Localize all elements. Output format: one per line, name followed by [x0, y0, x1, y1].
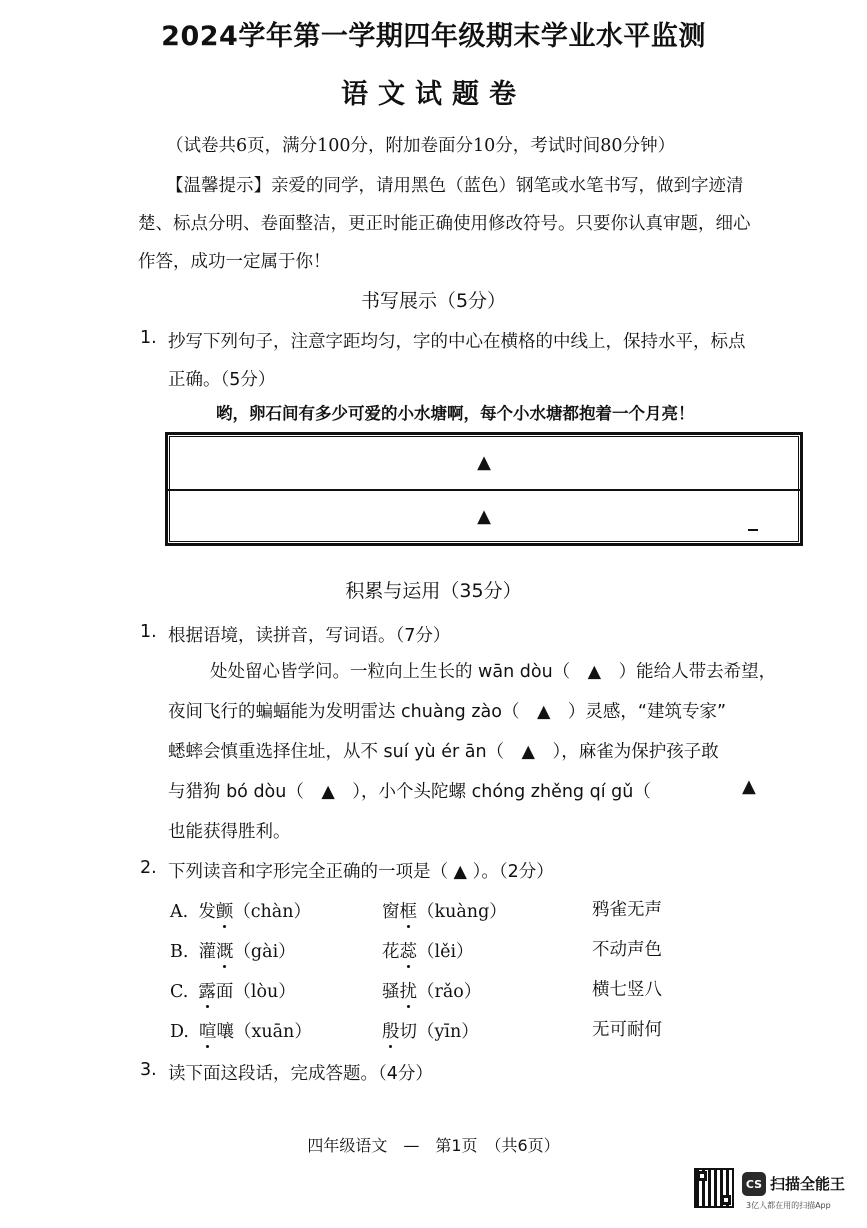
scanner-brand: 扫描全能王 — [770, 1175, 846, 1193]
tip-line-2: 楚、标点分明、卷面整洁，更正时能正确使用修改符号。只要你认真审题，细心 — [138, 214, 751, 234]
option-d-word-2: 殷切（yīn） — [382, 1022, 479, 1042]
question-number: 2. — [140, 858, 157, 878]
writing-grid[interactable] — [165, 432, 803, 546]
question-number: 3. — [140, 1060, 157, 1080]
option-a: A. 发颤（chàn） — [170, 902, 311, 922]
question-number: 1. — [140, 622, 157, 642]
pinyin-passage-line-4: 与猎狗 bó dòu（ ▲ ），小个头陀螺 chóng zhěng qí gǔ（ — [168, 782, 651, 802]
stray-dash-mark — [748, 529, 758, 531]
option-b-word-2: 花蕊（lěi） — [382, 942, 474, 962]
copy-instruction-line-1: 抄写下列句子，注意字距均匀，字的中心在横格的中线上，保持水平，标点 — [168, 332, 746, 352]
exam-info: （试卷共6页，满分100分，附加卷面分10分，考试时间80分钟） — [166, 136, 676, 156]
question-number: 1. — [140, 328, 157, 348]
option-d: D. 喧嚷（xuān） — [170, 1022, 312, 1042]
option-b: B. 灌溉（gài） — [170, 942, 296, 962]
option-c-idiom: 横七竖八 — [592, 980, 662, 1000]
reading-question-title: 下列读音和字形完全正确的一项是（ ▲ ）。（2分） — [168, 862, 554, 882]
section-accumulation-heading: 积累与运用（35分） — [345, 580, 522, 602]
writing-line-1[interactable] — [168, 435, 800, 491]
copy-sentence: 哟，卵石间有多少可爱的小水塘啊，每个小水塘都抱着一个月亮！ — [216, 404, 695, 423]
qr-code-icon — [694, 1168, 734, 1208]
answer-triangle-mark: ▲ — [477, 505, 491, 527]
option-a-idiom: 鸦雀无声 — [592, 900, 662, 920]
pinyin-passage-line-2: 夜间飞行的蝙蝠能为发明雷达 chuàng zào（ ▲ ）灵感，“建筑专家” — [168, 702, 727, 722]
pinyin-passage-line-5: 也能获得胜利。 — [168, 822, 291, 842]
option-c: C. 露面（lòu） — [170, 982, 296, 1002]
section-writing-heading: 书写展示（5分） — [360, 290, 507, 312]
option-a-word-2: 窗框（kuàng） — [382, 902, 507, 922]
page-footer: 四年级语文 — 第1页 （共6页） — [307, 1136, 560, 1155]
tip-line-3: 作答，成功一定属于你！ — [138, 252, 331, 272]
answer-triangle-mark: ▲ — [742, 776, 756, 797]
scanner-slogan: 3亿人都在用的扫描App — [746, 1201, 831, 1210]
exam-title: 2024学年第一学期四年级期末学业水平监测 — [161, 21, 706, 52]
pinyin-passage-line-1: 处处留心皆学问。一粒向上生长的 wān dòu（ ▲ ）能给人带去希望， — [210, 662, 777, 682]
pinyin-passage-line-3: 蟋蟀会慎重选择住址，从不 suí yù ér ān（ ▲ ），麻雀为保护孩子敢 — [168, 742, 719, 762]
option-d-idiom: 无可耐何 — [592, 1020, 662, 1040]
exam-subtitle: 语文试题卷 — [341, 79, 526, 110]
copy-instruction-line-2: 正确。（5分） — [168, 370, 276, 390]
option-b-idiom: 不动声色 — [592, 940, 662, 960]
tip-line-1: 【温馨提示】亲爱的同学，请用黑色（蓝色）钢笔或水笔书写，做到字迹清 — [166, 176, 744, 196]
pinyin-question-title: 根据语境，读拼音，写词语。（7分） — [168, 626, 451, 646]
passage-question-title: 读下面这段话，完成答题。（4分） — [168, 1064, 433, 1084]
writing-line-2[interactable] — [168, 489, 800, 543]
camscanner-logo-icon: CS — [742, 1172, 766, 1196]
option-c-word-2: 骚扰（rǎo） — [382, 982, 482, 1002]
answer-triangle-mark: ▲ — [477, 451, 491, 473]
